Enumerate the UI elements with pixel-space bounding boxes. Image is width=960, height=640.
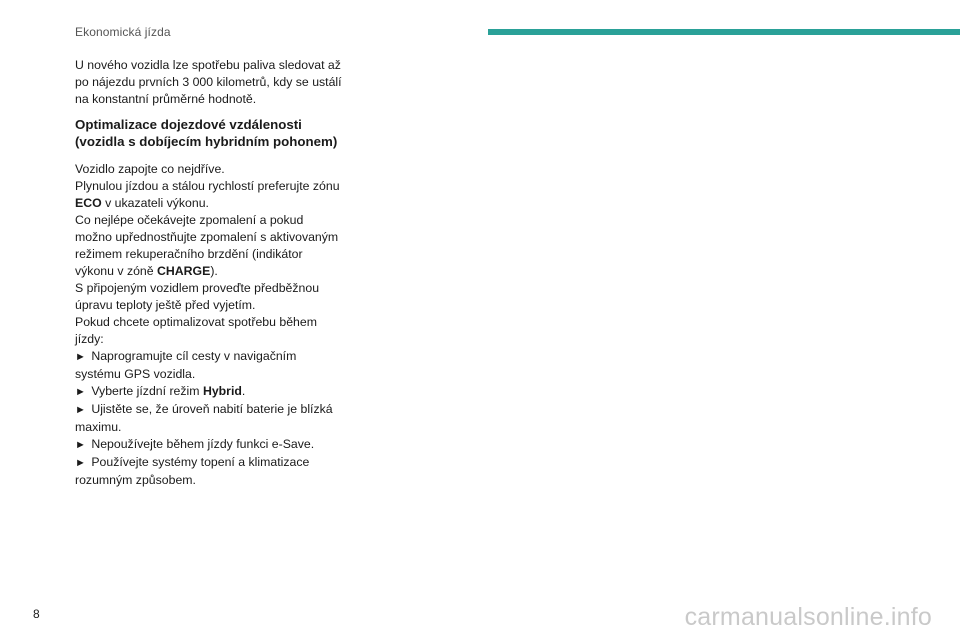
triangle-bullet-icon: ► [75, 439, 86, 451]
intro-line: na konstantní průměrné hodnotě. [75, 92, 257, 106]
accent-bar [488, 29, 960, 35]
bullet-continuation: systému GPS vozidla. [75, 367, 196, 381]
triangle-bullet-icon: ► [75, 386, 86, 398]
bullet-item [75, 454, 355, 472]
body-line: Vozidlo zapojte co nejdříve. [75, 162, 225, 176]
intro-line: po nájezdu prvních 3 000 kilometrů, kdy se ustálí [75, 75, 342, 89]
hybrid-label: Hybrid [202, 384, 242, 398]
bullet-text: . [241, 384, 246, 398]
body-paragraph [75, 161, 355, 489]
page-number: 8 [33, 607, 40, 621]
intro-line: U nového vozidla lze spotřebu paliva sledovat až [75, 58, 341, 72]
bullet-item [75, 436, 355, 454]
bullet-item [75, 401, 355, 419]
bullet-text: Nepoužívejte během jízdy funkci e-Save. [91, 437, 315, 451]
body-line [75, 195, 355, 212]
body-line: jízdy: [75, 332, 104, 346]
charge-label: CHARGE [157, 264, 211, 278]
heading-line: Optimalizace dojezdové vzdálenosti [75, 117, 302, 132]
heading-line: (vozidla s dobíjecím hybridním pohonem) [75, 134, 338, 149]
body-line: režimem rekuperačního brzdění (indikátor [75, 247, 303, 261]
bullet-continuation: rozumným způsobem. [75, 473, 196, 487]
section-title: Ekonomická jízda [75, 25, 171, 39]
body-line: Co nejlépe očekávejte zpomalení a pokud [75, 213, 304, 227]
body-line: S připojeným vozidlem proveďte předběžnou [75, 281, 320, 295]
body-line: Pokud chcete optimalizovat spotřebu během [75, 315, 317, 329]
body-line [75, 263, 355, 280]
bullet-text: Naprogramujte cíl cesty v navigačním [91, 349, 297, 363]
bullet-text: Ujistěte se, že úroveň nabití baterie je blízká [91, 402, 333, 416]
bullet-item [75, 383, 355, 401]
body-line: možno upřednostňujte zpomalení s aktivovaným [75, 230, 339, 244]
site-watermark: carmanualsonline.info [684, 603, 932, 631]
document-content [75, 57, 355, 489]
intro-paragraph [75, 57, 355, 108]
body-line: úpravu teploty ještě před vyjetím. [75, 298, 256, 312]
bullet-text: Používejte systémy topení a klimatizace [91, 455, 310, 469]
bullet-item [75, 348, 355, 366]
triangle-bullet-icon: ► [75, 351, 86, 363]
body-text: v ukazateli výkonu. [101, 196, 209, 210]
bullet-continuation: maximu. [75, 420, 122, 434]
triangle-bullet-icon: ► [75, 457, 86, 469]
triangle-bullet-icon: ► [75, 404, 86, 416]
eco-label: ECO [75, 196, 102, 210]
bullet-text: Vyberte jízdní režim [91, 384, 203, 398]
body-line: Plynulou jízdou a stálou rychlostí preferujte zónu [75, 179, 340, 193]
body-text: výkonu v zóně [75, 264, 158, 278]
body-text: ). [210, 264, 218, 278]
section-heading [75, 116, 355, 150]
